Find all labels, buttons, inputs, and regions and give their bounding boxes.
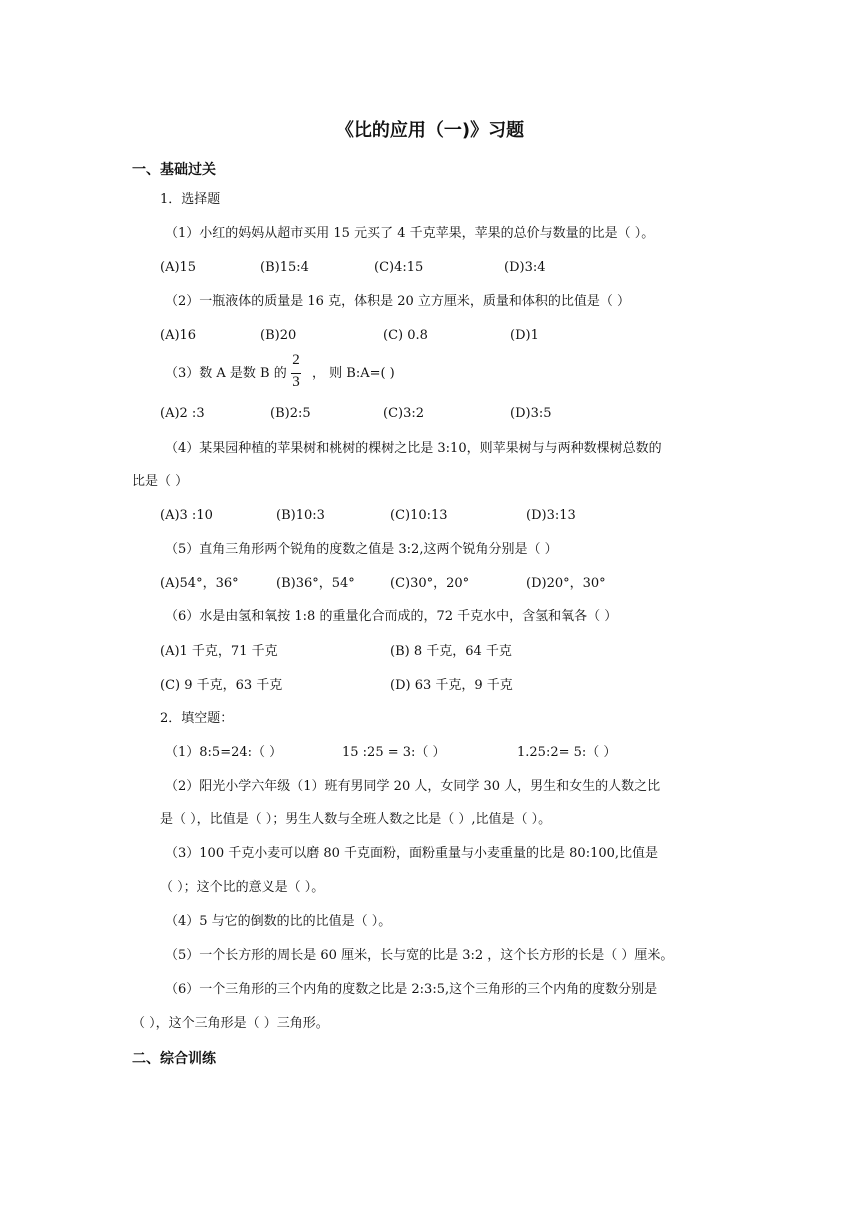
- q4-option-a: (A)3 :10: [160, 508, 213, 523]
- fill-3-line-1: （3）100 千克小麦可以磨 80 千克面粉，面粉重量与小麦重量的比是 80:100,比值是: [165, 846, 659, 861]
- q2-option-b: (B)20: [260, 328, 297, 343]
- fill-5: （5）一个长方形的周长是 60 厘米，长与宽的比是 3:2 ，这个长方形的长是（ ）厘米。: [165, 948, 674, 963]
- section-heading-training: 二、综合训练: [132, 1051, 216, 1067]
- fill-2-line-1: （2）阳光小学六年级（1）班有男同学 20 人，女同学 30 人，男生和女生的人数之比: [165, 779, 661, 794]
- q2-option-a: (A)16: [160, 328, 197, 343]
- q3-option-b: (B)2:5: [270, 406, 311, 421]
- page-title: 《比的应用（一)》习题: [335, 120, 525, 141]
- fill-6-line-2: （ ），这个三角形是（ ）三角形。: [132, 1016, 329, 1031]
- q6-option-a: (A)1 千克，71 千克: [160, 644, 278, 659]
- q6-option-b: (B) 8 千克，64 千克: [390, 644, 512, 659]
- q4-option-d: (D)3:13: [526, 508, 576, 523]
- q5-option-b: (B)36°，54°: [276, 576, 355, 591]
- question-5: （5）直角三角形两个锐角的度数之值是 3:2,这两个锐角分别是（ ）: [165, 542, 558, 557]
- q2-option-d: (D)1: [510, 328, 539, 343]
- q3-option-a: (A)2 :3: [160, 406, 205, 421]
- q1-option-d: (D)3:4: [504, 260, 546, 275]
- q4-option-c: (C)10:13: [390, 508, 448, 523]
- choice-heading: 1．选择题: [160, 192, 221, 207]
- fill-heading: 2．填空题：: [160, 711, 234, 726]
- q6-option-d: (D) 63 千克，9 千克: [390, 678, 513, 693]
- question-4-line-2: 比是（ ）: [132, 474, 189, 489]
- fill-1-part-1: （1）8:5=24:（ ）: [165, 745, 283, 760]
- q3-option-d: (D)3:5: [510, 406, 552, 421]
- q5-option-d: (D)20°，30°: [526, 576, 606, 591]
- fill-3-line-2: （ ）；这个比的意义是（ ）。: [160, 880, 325, 895]
- question-4-line-1: （4）某果园种植的苹果树和桃树的棵树之比是 3:10，则苹果树与与两种数棵树总数的: [165, 441, 662, 456]
- fill-2-line-2: 是（ ），比值是（ ）；男生人数与全班人数之比是（ ）,比值是（ ）。: [160, 812, 552, 827]
- fill-6-line-1: （6）一个三角形的三个内角的度数之比是 2:3:5,这个三角形的三个内角的度数分别是: [165, 982, 658, 997]
- question-3-tail: ， 则 B:A=( ): [312, 366, 395, 381]
- fraction-numerator: 2: [292, 352, 300, 368]
- q5-option-a: (A)54°，36°: [160, 576, 239, 591]
- q5-option-c: (C)30°，20°: [390, 576, 470, 591]
- q2-option-c: (C) 0.8: [383, 328, 428, 343]
- fill-4: （4）5 与它的倒数的比的比值是（ ）。: [165, 914, 392, 929]
- fraction-denominator: 3: [292, 374, 300, 390]
- question-3-text: （3）数 A 是数 B 的: [165, 366, 287, 381]
- q6-option-c: (C) 9 千克，63 千克: [160, 678, 283, 693]
- fill-1-part-3: 1.25:2= 5:（ ）: [517, 745, 617, 760]
- q1-option-c: (C)4:15: [374, 260, 424, 275]
- question-2: （2）一瓶液体的质量是 16 克，体积是 20 立方厘米，质量和体积的比值是（ ）: [165, 294, 631, 309]
- q3-option-c: (C)3:2: [383, 406, 425, 421]
- question-6: （6）水是由氢和氧按 1:8 的重量化合而成的，72 千克水中，含氢和氧各（ ）: [165, 609, 618, 624]
- section-heading-basic: 一、基础过关: [132, 162, 216, 178]
- question-1: （1）小红的妈妈从超市买用 15 元买了 4 千克苹果，苹果的总价与数量的比是（ ）。: [165, 226, 655, 241]
- fill-1-part-2: 15 :25 = 3:（ ）: [342, 745, 446, 760]
- q1-option-b: (B)15:4: [260, 260, 309, 275]
- q4-option-b: (B)10:3: [276, 508, 325, 523]
- q1-option-a: (A)15: [160, 260, 197, 275]
